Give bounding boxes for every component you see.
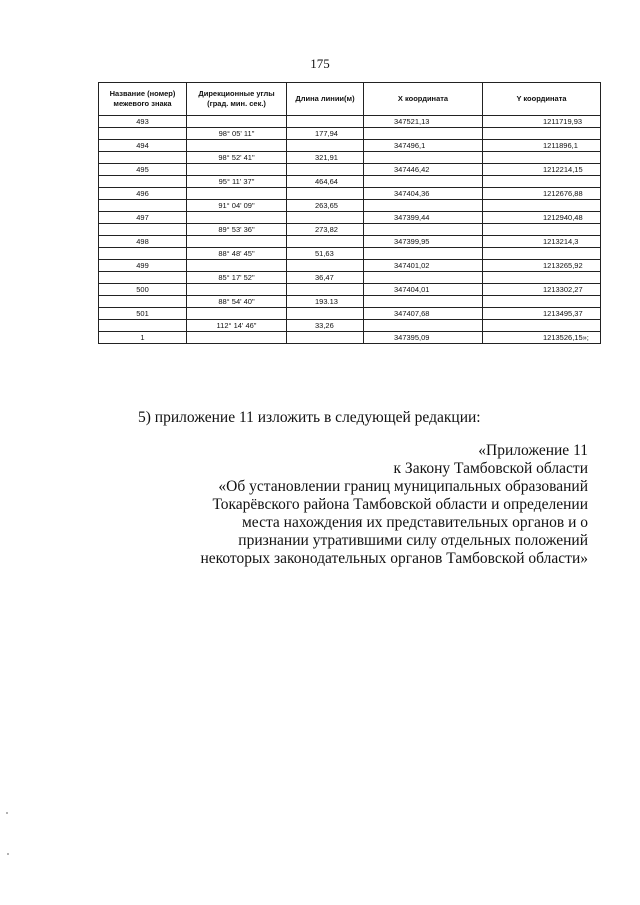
empty-cell — [99, 320, 187, 332]
empty-cell — [99, 176, 187, 188]
empty-cell — [364, 296, 483, 308]
empty-cell — [99, 224, 187, 236]
empty-cell — [483, 296, 601, 308]
empty-cell — [99, 152, 187, 164]
x-coordinate-cell: 347496,1 — [364, 140, 483, 152]
appendix-line: признании утратившими силу отдельных положений — [238, 532, 588, 549]
line-length-cell: 33,26 — [287, 320, 364, 332]
point-name-cell: 1 — [99, 332, 187, 344]
empty-cell — [287, 236, 364, 248]
direction-angle-cell: 98° 05' 11" — [187, 128, 287, 140]
empty-cell — [483, 152, 601, 164]
empty-cell — [187, 260, 287, 272]
empty-cell — [187, 236, 287, 248]
empty-cell — [364, 224, 483, 236]
empty-cell — [483, 200, 601, 212]
empty-cell — [287, 284, 364, 296]
table-row — [99, 200, 601, 212]
header-y-coordinate: Y координата — [483, 83, 601, 116]
table-row — [99, 164, 601, 176]
empty-cell — [287, 260, 364, 272]
x-coordinate-cell: 347446,42 — [364, 164, 483, 176]
empty-cell — [287, 116, 364, 128]
appendix-line: Токарёвского района Тамбовской области и определении — [212, 496, 588, 513]
x-coordinate-cell: 347404,01 — [364, 284, 483, 296]
x-coordinate-cell: 347395,09 — [364, 332, 483, 344]
point-name-cell: 494 — [99, 140, 187, 152]
table-body — [99, 116, 601, 344]
y-coordinate-cell: 1211719,93 — [483, 116, 601, 128]
empty-cell — [187, 188, 287, 200]
table-row — [99, 116, 601, 128]
empty-cell — [483, 128, 601, 140]
empty-cell — [483, 248, 601, 260]
empty-cell — [187, 140, 287, 152]
appendix-heading — [108, 442, 588, 568]
direction-angle-cell: 91° 04' 09" — [187, 200, 287, 212]
page-number: 175 — [310, 56, 330, 71]
empty-cell — [287, 164, 364, 176]
y-coordinate-cell: 1213214,3 — [483, 236, 601, 248]
table-row — [99, 188, 601, 200]
appendix-line: некоторых законодательных органов Тамбовской области» — [200, 550, 588, 567]
point-name-cell: 495 — [99, 164, 187, 176]
table-row — [99, 128, 601, 140]
scan-speck — [6, 812, 8, 814]
x-coordinate-cell: 347521,13 — [364, 116, 483, 128]
empty-cell — [287, 188, 364, 200]
empty-cell — [187, 332, 287, 344]
empty-cell — [187, 284, 287, 296]
empty-cell — [483, 176, 601, 188]
line-length-cell: 36,47 — [287, 272, 364, 284]
empty-cell — [187, 116, 287, 128]
point-name-cell: 497 — [99, 212, 187, 224]
y-coordinate-cell: 1213302,27 — [483, 284, 601, 296]
y-coordinate-cell: 1212676,88 — [483, 188, 601, 200]
table-row — [99, 308, 601, 320]
table-row — [99, 272, 601, 284]
direction-angle-cell: 89° 53' 36" — [187, 224, 287, 236]
table-row — [99, 284, 601, 296]
appendix-line: «Об установлении границ муниципальных образований — [218, 478, 588, 495]
empty-cell — [99, 296, 187, 308]
table-row — [99, 332, 601, 344]
empty-cell — [187, 308, 287, 320]
point-name-cell: 501 — [99, 308, 187, 320]
amendment-instruction: 5) приложение 11 изложить в следующей редакции: — [138, 409, 481, 426]
x-coordinate-cell: 347401,02 — [364, 260, 483, 272]
boundary-coordinates-table — [98, 82, 601, 344]
empty-cell — [483, 320, 601, 332]
table-row — [99, 248, 601, 260]
empty-cell — [99, 272, 187, 284]
empty-cell — [483, 224, 601, 236]
y-coordinate-cell: 1212940,48 — [483, 212, 601, 224]
empty-cell — [99, 128, 187, 140]
x-coordinate-cell: 347404,36 — [364, 188, 483, 200]
empty-cell — [287, 140, 364, 152]
empty-cell — [364, 248, 483, 260]
line-length-cell: 273,82 — [287, 224, 364, 236]
empty-cell — [187, 212, 287, 224]
table-row — [99, 224, 601, 236]
table-row — [99, 152, 601, 164]
direction-angle-cell: 85° 17' 52" — [187, 272, 287, 284]
table-row — [99, 236, 601, 248]
empty-cell — [364, 200, 483, 212]
y-coordinate-cell: 1212214,15 — [483, 164, 601, 176]
header-direction-angle: Дирекционные углы (град. мин. сек.) — [187, 83, 287, 116]
appendix-line: к Закону Тамбовской области — [393, 460, 588, 477]
table-row — [99, 296, 601, 308]
line-length-cell: 321,91 — [287, 152, 364, 164]
point-name-cell: 498 — [99, 236, 187, 248]
scan-speck — [7, 853, 9, 855]
y-coordinate-cell: 1213526,15»; — [483, 332, 601, 344]
header-point-name: Название (номер) межевого знака — [99, 83, 187, 116]
direction-angle-cell: 95° 11' 37" — [187, 176, 287, 188]
line-length-cell: 464,64 — [287, 176, 364, 188]
appendix-line: места нахождения их представительных органов и о — [242, 514, 588, 531]
empty-cell — [364, 152, 483, 164]
table-row — [99, 260, 601, 272]
appendix-line: «Приложение 11 — [478, 442, 588, 459]
point-name-cell: 493 — [99, 116, 187, 128]
empty-cell — [483, 272, 601, 284]
empty-cell — [99, 200, 187, 212]
table-row — [99, 176, 601, 188]
point-name-cell: 496 — [99, 188, 187, 200]
empty-cell — [287, 212, 364, 224]
x-coordinate-cell: 347407,68 — [364, 308, 483, 320]
line-length-cell: 193.13 — [287, 296, 364, 308]
empty-cell — [364, 272, 483, 284]
y-coordinate-cell: 1213265,92 — [483, 260, 601, 272]
y-coordinate-cell: 1211896,1 — [483, 140, 601, 152]
direction-angle-cell: 88° 54' 40" — [187, 296, 287, 308]
line-length-cell: 51,63 — [287, 248, 364, 260]
y-coordinate-cell: 1213495,37 — [483, 308, 601, 320]
table-header-row — [99, 83, 601, 116]
empty-cell — [364, 320, 483, 332]
table-row — [99, 140, 601, 152]
x-coordinate-cell: 347399,95 — [364, 236, 483, 248]
x-coordinate-cell: 347399,44 — [364, 212, 483, 224]
direction-angle-cell: 88° 48' 45" — [187, 248, 287, 260]
empty-cell — [364, 176, 483, 188]
empty-cell — [187, 164, 287, 176]
empty-cell — [99, 248, 187, 260]
point-name-cell: 500 — [99, 284, 187, 296]
direction-angle-cell: 98° 52' 41" — [187, 152, 287, 164]
point-name-cell: 499 — [99, 260, 187, 272]
line-length-cell: 263,65 — [287, 200, 364, 212]
empty-cell — [287, 308, 364, 320]
header-line-length: Длина линии(м) — [287, 83, 364, 116]
empty-cell — [287, 332, 364, 344]
table-row — [99, 320, 601, 332]
line-length-cell: 177,94 — [287, 128, 364, 140]
table-row — [99, 212, 601, 224]
empty-cell — [364, 128, 483, 140]
direction-angle-cell: 112° 14' 46" — [187, 320, 287, 332]
header-x-coordinate: X координата — [364, 83, 483, 116]
